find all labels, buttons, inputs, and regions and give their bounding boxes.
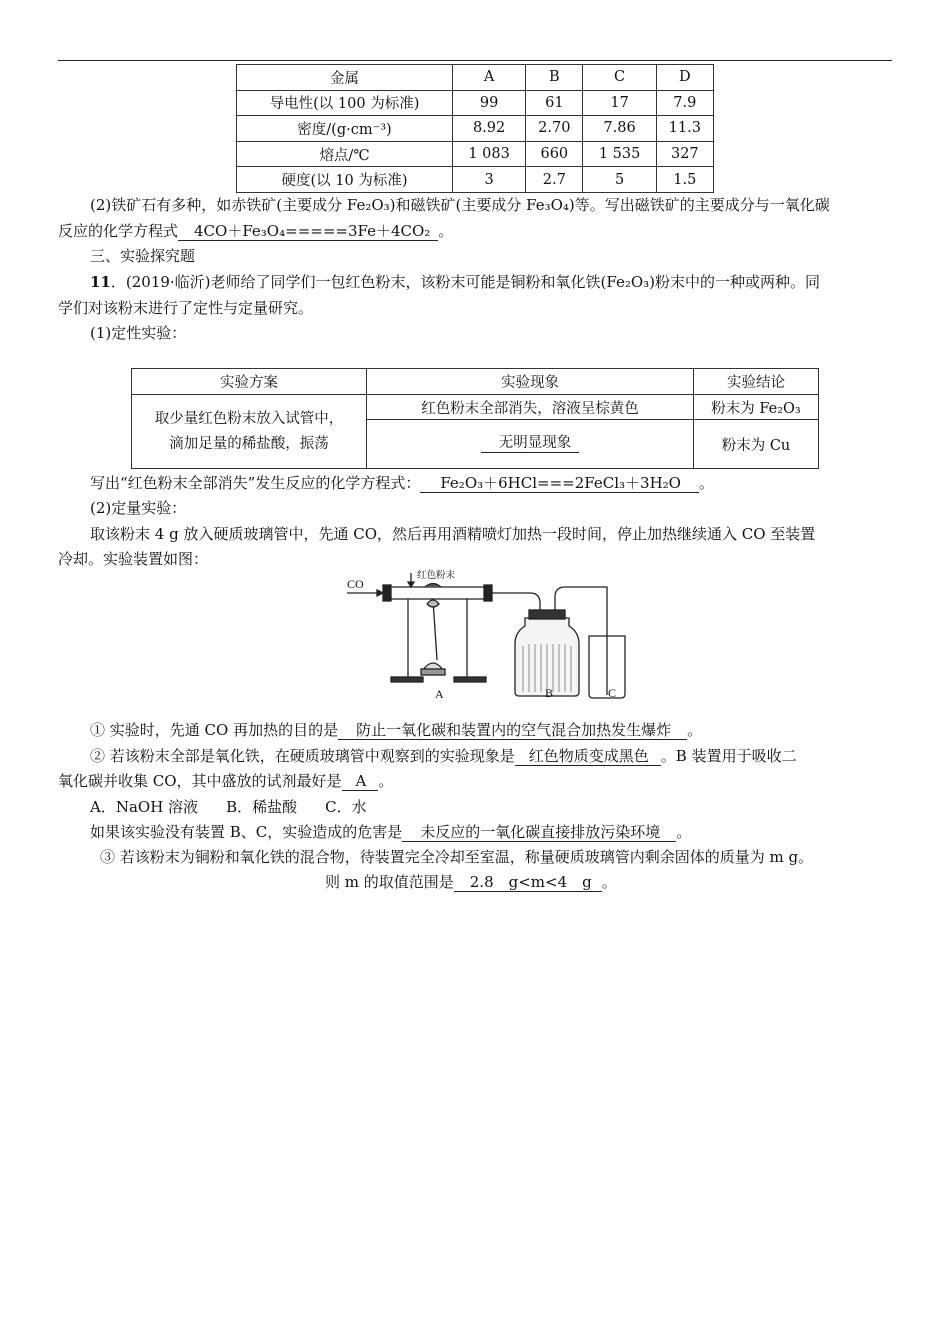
q-b-line2-prefix: 氧化碳并收集 CO，其中盛放的试剂最好是 (58, 772, 342, 790)
glass-tube (385, 587, 490, 599)
q-d-answer: 2.8 g<m<4 g (454, 874, 602, 892)
table-header-row (237, 65, 714, 91)
q-b-line1 (90, 746, 797, 766)
table-cell: 61 (526, 90, 583, 116)
q2-answer: 4CO＋Fe₃O₄=====3Fe＋4CO₂ (178, 223, 438, 241)
table-cell: 硬度(以 10 为标准) (237, 167, 453, 193)
table-cell: 660 (526, 141, 583, 167)
table-cell: 熔点/℃ (237, 141, 453, 167)
conclusion-cell: 粉末为 Fe₂O₃ (694, 395, 819, 420)
q-d-line1: ③ 若该粉末为铜粉和氧化铁的混合物，待装置完全冷却至室温，称量硬质玻璃管内剩余固体的质量为 m g。 (100, 848, 814, 866)
red-powder (425, 584, 441, 588)
q-d-line2 (325, 872, 617, 892)
q-b-suffix: 。 (378, 772, 394, 790)
table-cell: 3 (453, 167, 526, 193)
q-a (90, 720, 702, 740)
table-cell: 1 535 (583, 141, 656, 167)
option-b: B．稀盐酸 (226, 798, 298, 816)
q-d-suffix: 。 (601, 873, 617, 891)
q-b-mid: 。B 装置用于吸收二 (660, 747, 797, 765)
table-row (237, 116, 714, 142)
table-row (237, 141, 714, 167)
q-c (90, 822, 691, 842)
table-cell: 7.9 (656, 90, 713, 116)
conclusion-cell: 粉末为 Cu (694, 420, 819, 469)
section-title: 三、实验探究题 (90, 247, 196, 265)
table-header: B (526, 65, 583, 91)
metal-properties-table (236, 64, 714, 193)
table-cell: 2.7 (526, 167, 583, 193)
table-row (132, 395, 819, 420)
phenomenon-cell (367, 420, 694, 469)
table-header-row (132, 369, 819, 395)
part2-title: (2)定量实验： (90, 499, 187, 517)
q2-line1: (2)铁矿石有多种，如赤铁矿(主要成分 Fe₂O₃)和磁铁矿(主要成分 Fe₃O₄)等。写出磁铁矿的主要成分与一氧化碳 (90, 196, 830, 214)
q11-number: 11 (90, 273, 111, 291)
experiment-table (131, 368, 819, 469)
plan-text: 取少量红色粉末放入试管中，滴加足量的稀盐酸，振荡 (154, 410, 344, 452)
options-line (90, 797, 367, 817)
label-b: B (545, 686, 554, 700)
table-cell: 1.5 (656, 167, 713, 193)
top-rule (58, 60, 892, 61)
q-b-prefix: ② 若该粉末全部是氧化铁，在硬质玻璃管中观察到的实验现象是 (90, 747, 515, 765)
q-a-suffix: 。 (687, 721, 703, 739)
part2-line2: 冷却。实验装置如图： (58, 550, 209, 568)
table-row (237, 167, 714, 193)
q11-line2: 学们对该粉末进行了定性与定量研究。 (58, 299, 314, 317)
plan-cell (132, 395, 367, 469)
eq-line (90, 473, 714, 493)
q-b-answer1: 红色物质变成黑色 (515, 748, 661, 766)
table-cell: 导电性(以 100 为标准) (237, 90, 453, 116)
table-header: 实验现象 (367, 369, 694, 395)
table-cell: 11.3 (656, 116, 713, 142)
table-cell: 8.92 (453, 116, 526, 142)
powder-label: 红色粉末 (417, 570, 456, 581)
q-c-suffix: 。 (676, 823, 692, 841)
q2-suffix: 。 (438, 222, 454, 240)
q2-line2 (58, 221, 453, 241)
eq-suffix: 。 (698, 474, 714, 492)
q-b-line2 (58, 771, 393, 791)
co-label: CO (347, 577, 364, 591)
q-c-answer: 未反应的一氧化碳直接排放污染环境 (402, 824, 676, 842)
label-c: C (608, 686, 617, 700)
eq-prefix: 写出“红色粉末全部消失”发生反应的化学方程式： (90, 474, 421, 492)
table-header: 金属 (237, 65, 453, 91)
table-header: D (656, 65, 713, 91)
apparatus-figure (345, 566, 635, 706)
table-header: C (583, 65, 656, 91)
option-a: A．NaOH 溶液 (90, 798, 199, 816)
q11-line1 (90, 272, 820, 292)
q2-prefix: 反应的化学方程式 (58, 222, 179, 240)
table-cell: 99 (453, 90, 526, 116)
table-cell: 密度/(g·cm⁻³) (237, 116, 453, 142)
eq-answer: Fe₂O₃＋6HCl===2FeCl₃＋3H₂O (420, 475, 699, 493)
q-b-answer2: A (342, 773, 379, 791)
part1-title: (1)定性实验： (90, 324, 187, 342)
table-cell: 17 (583, 90, 656, 116)
label-a: A (435, 687, 444, 701)
q-a-answer: 防止一氧化碳和装置内的空气混合加热发生爆炸 (338, 722, 687, 740)
table-header: A (453, 65, 526, 91)
table-cell: 5 (583, 167, 656, 193)
table-row (237, 90, 714, 116)
q-a-prefix: ① 实验时，先通 CO 再加热的目的是 (90, 721, 339, 739)
table-cell: 7.86 (583, 116, 656, 142)
phenomenon-cell: 红色粉末全部消失，溶液呈棕黄色 (367, 395, 694, 420)
table-header: 实验方案 (132, 369, 367, 395)
table-header: 实验结论 (694, 369, 819, 395)
q11-text: ．(2019·临沂)老师给了同学们一包红色粉末，该粉末可能是铜粉和氧化铁(Fe₂O₃)粉末中的一种或两种。同 (110, 273, 821, 291)
table-cell: 327 (656, 141, 713, 167)
q-d-prefix: 则 m 的取值范围是 (325, 873, 454, 891)
part2-line1: 取该粉末 4 g 放入硬质玻璃管中，先通 CO，然后再用酒精喷灯加热一段时间，停止加热继续通入 CO 至装置 (90, 525, 816, 543)
q-c-prefix: 如果该实验没有装置 B、C，实验造成的危害是 (90, 823, 403, 841)
table-cell: 1 083 (453, 141, 526, 167)
phenomenon-answer: 无明显现象 (481, 435, 580, 453)
table-cell: 2.70 (526, 116, 583, 142)
option-c: C．水 (325, 798, 367, 816)
